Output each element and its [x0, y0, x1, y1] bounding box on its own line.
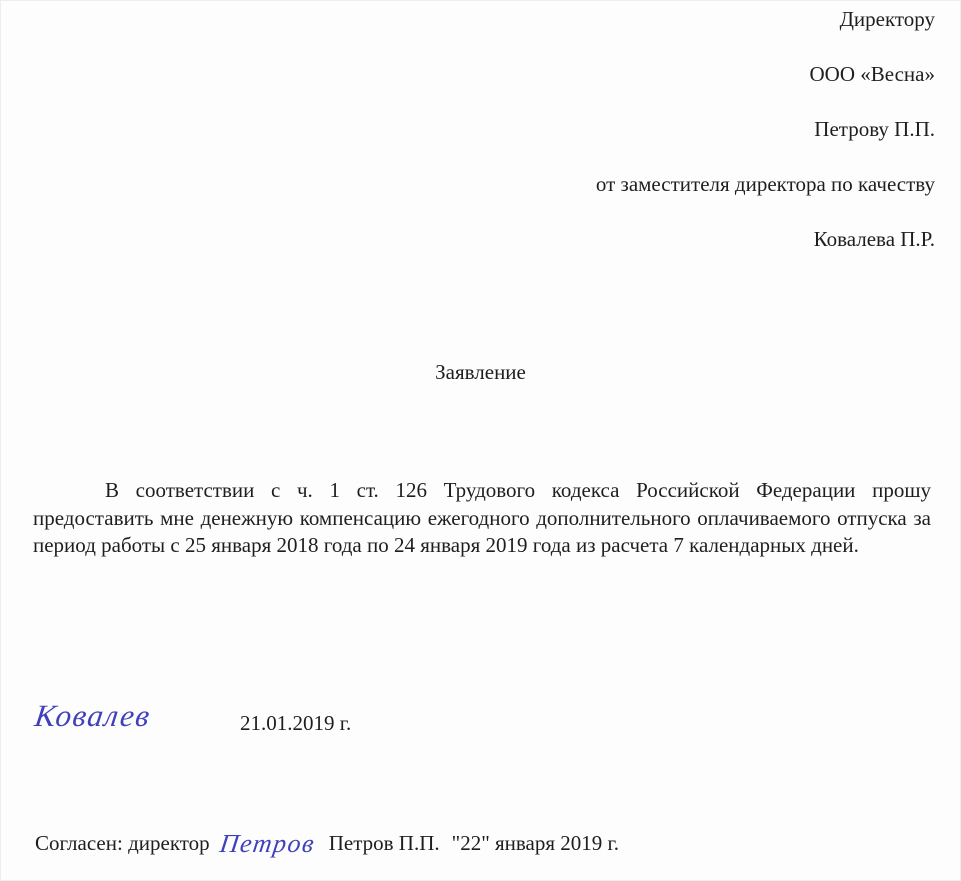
director-approval-row: [35, 829, 941, 859]
approval-date: "22" января 2019 г.: [451, 831, 620, 855]
document-title: Заявление: [435, 360, 526, 384]
applicant-name: Ковалева П.Р.: [813, 227, 935, 251]
director-handwritten-signature: Петров: [217, 829, 317, 858]
addressee-block: [300, 6, 935, 281]
application-date: 21.01.2019 г.: [240, 711, 352, 735]
addressee-name: Петрову П.П.: [814, 117, 935, 141]
director-typed-name: Петров П.П.: [328, 831, 440, 855]
addressee-company: ООО «Весна»: [809, 62, 935, 86]
approval-label: Согласен: директор: [35, 831, 210, 855]
request-paragraph: В соответствии с ч. 1 ст. 126 Трудового кодекса Российской Федерации прошу предоставить мне денежную компенсацию ежегодного дополнительного оплачиваемого отпуска за период работы с 25 января 2018 года по 24 января 2019 года из расчета 7 календарных дней.: [33, 478, 931, 557]
applicant-handwritten-signature: Ковалев: [32, 698, 154, 733]
addressee-position: Директору: [839, 7, 935, 31]
applicant-position: от заместителя директора по качеству: [595, 172, 935, 196]
applicant-signature-row: [32, 698, 931, 748]
